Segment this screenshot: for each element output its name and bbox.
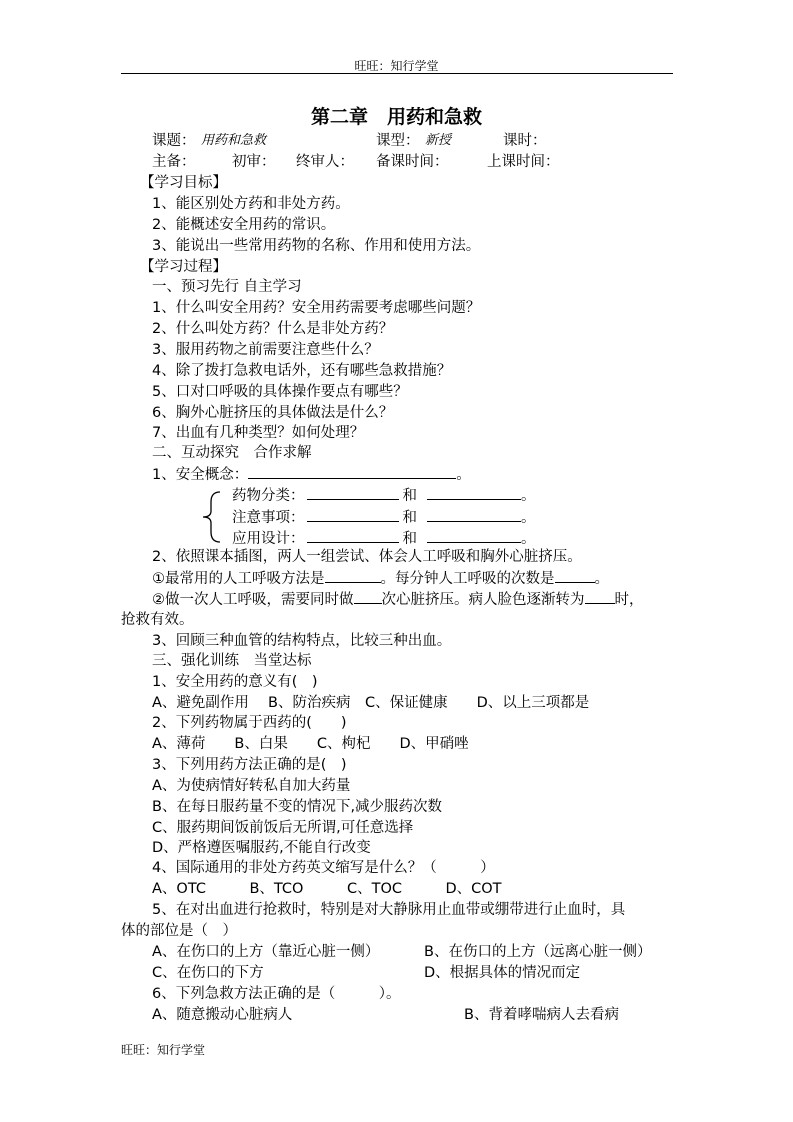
type-label: 课型： (376, 133, 420, 149)
process-heading: 【学习过程】 (140, 259, 227, 275)
type-value: 新授 (425, 133, 452, 148)
concept-blank[interactable] (248, 464, 456, 479)
training-line: A、为使病情好转私自加大药量 (152, 778, 351, 794)
option-6a: A、随意搬动心脏病人 (152, 1007, 293, 1023)
option-5d: D、根据具体的情况而定 (424, 965, 581, 981)
training-line: C、服药期间饭前饭后无所谓,可任意选择 (152, 820, 414, 836)
curly-brace-icon (200, 490, 222, 544)
objectives-heading: 【学习目标】 (140, 175, 227, 191)
hours-label: 课时： (503, 133, 547, 149)
blank[interactable] (307, 507, 399, 522)
meta-class-time: 上课时间： (487, 154, 560, 170)
concept-line (152, 464, 471, 485)
preview-item: 5、口对口呼吸的具体操作要点有哪些？ (152, 384, 408, 400)
blank[interactable] (325, 568, 381, 583)
preview-item: 3、服用药物之前需要注意些什么？ (152, 342, 379, 358)
concept-label: 1、安全概念： (152, 467, 249, 483)
objective-item: 1、能区别处方药和非处方药。 (152, 196, 350, 212)
option-5a: A、在伤口的上方（靠近心脏一侧） (152, 944, 380, 960)
training-line: A、薄荷 B、白果 C、枸杞 D、甲硝唑 (152, 736, 469, 752)
blank[interactable] (354, 589, 382, 604)
preview-item: 7、出血有几种类型？如何处理？ (152, 425, 365, 441)
blank[interactable] (307, 528, 399, 543)
question-5-cont: 体的部位是（ ） (121, 923, 237, 939)
meta-first-review: 初审： (232, 154, 276, 170)
meta-main-prep: 主备： (152, 154, 196, 170)
objective-item: 3、能说出一些常用药物的名称、作用和使用方法。 (152, 238, 481, 254)
header-rule (121, 73, 673, 74)
concept-period: 。 (456, 467, 471, 483)
preview-item: 2、什么叫处方药？什么是非处方药？ (152, 321, 394, 337)
page-header: 旺旺：知行学堂 (354, 59, 439, 73)
meta-prep-time: 备课时间： (376, 154, 449, 170)
sub-item-drug-category: 药物分类： 和 。 (232, 485, 536, 506)
blank[interactable] (307, 485, 399, 500)
blank[interactable] (427, 528, 521, 543)
training-line: 2、下列药物属于西药的( ) (152, 715, 347, 731)
page-title: 第二章 用药和急救 (310, 106, 482, 128)
question-2a: ①最常用的人工呼吸方法是 。每分钟人工呼吸的次数是 。 (152, 568, 609, 589)
blank[interactable] (427, 507, 521, 522)
meta-final-review: 终审人： (296, 154, 354, 170)
training-heading: 三、强化训练 当堂达标 (152, 653, 312, 669)
preview-item: 6、胸外心脏挤压的具体做法是什么？ (152, 405, 394, 421)
question-3: 3、回顾三种血管的结构特点，比较三种出血。 (152, 633, 452, 649)
question-5: 5、在对出血进行抢救时，特别是对大静脉用止血带或绷带进行止血时，具 (152, 902, 626, 918)
option-5c: C、在伤口的下方 (152, 965, 264, 981)
training-line: 4、国际通用的非处方药英文缩写是什么？（ ） (152, 860, 495, 876)
training-line: 1、安全用药的意义有( ) (152, 674, 318, 690)
question-2b: ②做一次人工呼吸，需要同时做 次心脏挤压。病人脸色逐渐转为 时， (152, 589, 644, 610)
question-2b-cont: 抢救有效。 (121, 612, 194, 628)
page-footer: 旺旺：知行学堂 (121, 1043, 206, 1057)
training-line: A、避免副作用 B、防治疾病 C、保证健康 D、以上三项都是 (152, 695, 590, 711)
option-6b: B、背着哮喘病人去看病 (464, 1007, 619, 1023)
training-line: D、严格遵医嘱服药,不能自行改变 (152, 840, 371, 856)
question-2: 2、依照课本插图，两人一组尝试、体会人工呼吸和胸外心脏挤压。 (152, 549, 582, 565)
option-5b: B、在伤口的上方（远离心脏一侧） (424, 944, 652, 960)
training-line: A、OTC B、TCO C、TOC D、COT (152, 881, 502, 897)
preview-item: 4、除了拨打急救电话外，还有哪些急救措施？ (152, 363, 452, 379)
question-6: 6、下列急救方法正确的是（ ）。 (152, 986, 401, 1002)
explore-heading: 二、互动探究 合作求解 (152, 445, 312, 461)
sub-item-precautions: 注意事项： 和 。 (232, 507, 536, 528)
blank[interactable] (585, 589, 615, 604)
topic-value: 用药和急救 (201, 133, 267, 148)
preview-item: 1、什么叫安全用药？安全用药需要考虑哪些问题？ (152, 300, 481, 316)
sub-item-application: 应用设计： 和 。 (232, 528, 536, 549)
objective-item: 2、能概述安全用药的常识。 (152, 217, 336, 233)
training-line: 3、下列用药方法正确的是( ) (152, 757, 347, 773)
training-line: B、在每日服药量不变的情况下,减少服药次数 (152, 799, 443, 815)
topic-label: 课题： (152, 133, 196, 149)
blank[interactable] (555, 568, 595, 583)
preview-heading: 一、预习先行 自主学习 (152, 279, 302, 295)
blank[interactable] (427, 485, 521, 500)
